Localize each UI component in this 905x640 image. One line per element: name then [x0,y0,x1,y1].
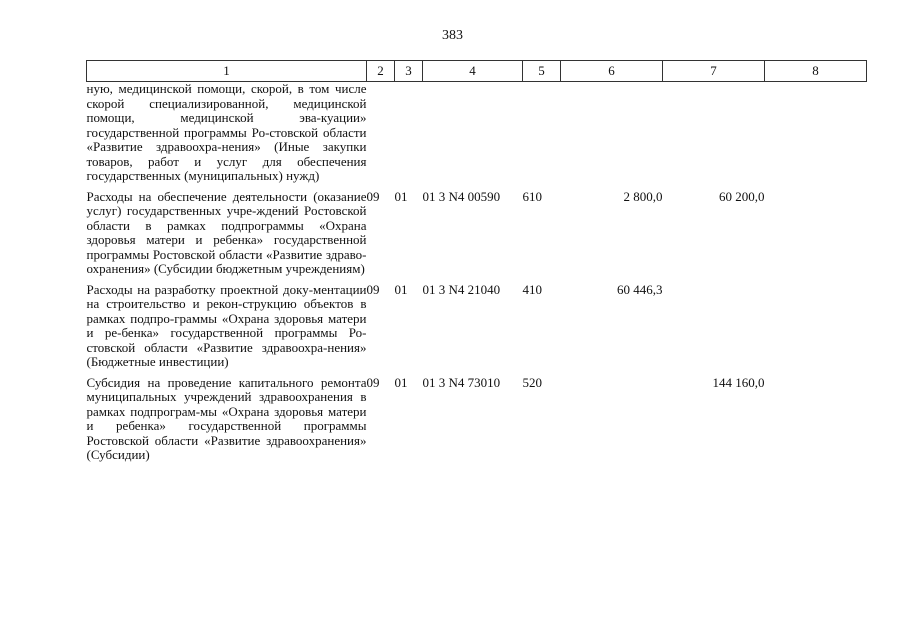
row-expense-type: 610 [522,188,542,204]
row-amount-8 [765,82,867,190]
row-amount-7 [663,82,765,190]
row-expense-type: 520 [522,374,542,390]
row-section: 09 [366,281,380,297]
table-row [87,190,867,283]
header-col-5: 5 [523,61,561,82]
header-col-6: 6 [561,61,663,82]
row-target-code [423,82,523,190]
row-description: ную, медицинской помощи, скорой, в том числе скорой специализированной, медицинской помощи, медицинской эва-куации» государственной программы Ро-стовской области «Развитие здравоохра-нения» (Иные закупки товаров, работ и услуг для обеспечения государственных (муниципальных) нужд) [86,81,367,183]
row-description: Расходы на разработку проектной доку-ментации на строительство и рекон-струкцию объектов в рамках подпро-граммы «Охрана здоровья матери и ре-бенка» государственной программы Ро-стовской области «Развитие здравоохра-нения» (Бюджетные инвестиции) [86,281,367,369]
row-amount-7 [663,283,765,376]
row-subsection: 01 [394,188,408,204]
row-amount-8 [765,190,867,283]
header-col-7: 7 [663,61,765,82]
table-row [87,82,867,190]
row-target-code: 01 3 N4 73010 [422,374,501,390]
header-row [87,61,867,82]
header-col-2: 2 [367,61,395,82]
header-col-1: 1 [87,61,367,82]
row-description: Расходы на обеспечение деятельности (оказание услуг) государственных учре-ждений Ростовской области в рамках подпрограммы «Охрана здоровья матери и ребенка» государственной программы Ростовской области «Развитие здраво-охранения» (Субсидии бюджетным учреждениям) [86,188,367,276]
row-amount-6 [561,82,663,190]
row-target-code: 01 3 N4 00590 [422,188,501,204]
row-section: 09 [366,374,380,390]
header-col-4: 4 [423,61,523,82]
header-col-3: 3 [395,61,423,82]
table-row [87,283,867,376]
row-amount-6 [561,376,663,469]
row-amount-8 [765,283,867,376]
row-description: Субсидия на проведение капитального ремонта муниципальных учреждений здравоохранения в рамках подпрограм-мы «Охрана здоровья матери и ребенка» государственной программы Ростовской области «Развитие здравоохранения» (Субсидии) [86,374,367,462]
row-target-code: 01 3 N4 21040 [422,281,501,297]
row-amount-7: 60 200,0 [719,188,765,204]
row-amount-7: 144 160,0 [712,374,765,390]
page-number: 383 [442,28,463,43]
budget-table [86,60,867,469]
row-expense-type: 410 [522,281,542,297]
table-row [87,376,867,469]
row-subsection: 01 [394,281,408,297]
row-expense-type [523,82,561,190]
row-section [367,82,395,190]
row-section: 09 [366,188,380,204]
row-amount-6: 60 446,3 [617,281,663,297]
row-amount-6: 2 800,0 [623,188,663,204]
row-subsection [395,82,423,190]
header-col-8: 8 [765,61,867,82]
row-amount-8 [765,376,867,469]
row-subsection: 01 [394,374,408,390]
